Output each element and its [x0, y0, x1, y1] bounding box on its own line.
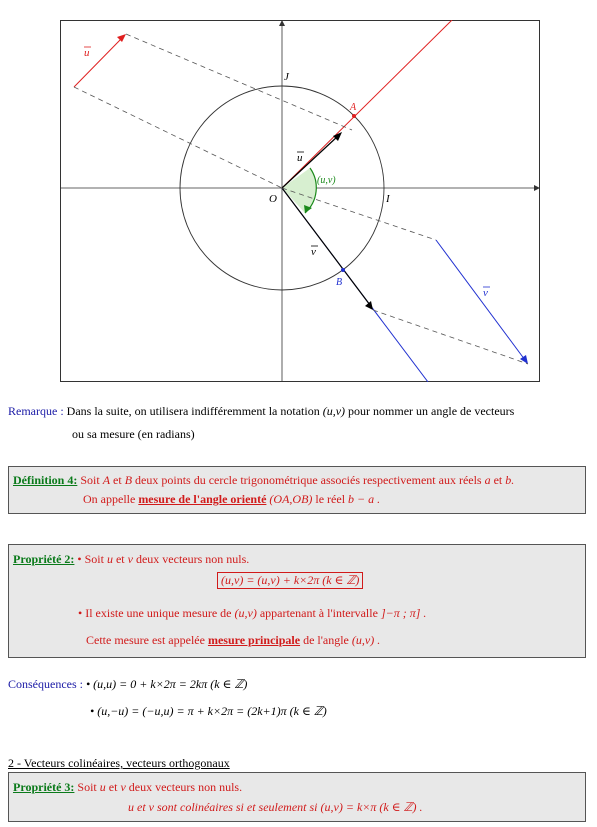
- def-et2: et: [493, 473, 503, 487]
- point-A: [352, 114, 356, 118]
- def-a: a: [484, 473, 491, 487]
- prop2-angle: (u,v) .: [351, 633, 381, 647]
- label-v-right: v: [483, 287, 488, 299]
- prop3-v: v: [120, 780, 126, 794]
- label-u-top: u: [84, 47, 90, 59]
- label-J: J: [284, 71, 289, 83]
- label-O: O: [269, 193, 277, 205]
- prop2-interval-text: appartenant à l'intervalle: [259, 606, 378, 620]
- def-b: b.: [505, 473, 515, 487]
- point-B: [341, 268, 345, 272]
- label-u-mid: u: [297, 152, 303, 164]
- remarque-notation: (u,v): [322, 404, 346, 418]
- prop2-term: mesure principale: [207, 633, 301, 647]
- prop3-colinear: u et v sont colinéaires si et seulement si: [128, 800, 318, 814]
- definition-line1: [13, 473, 514, 488]
- prop2-line4: [86, 633, 380, 648]
- prop2-u: u: [106, 552, 113, 566]
- remarque-text1-end: pour nommer un angle de vecteurs: [348, 404, 515, 418]
- consequences-label: Conséquences :: [8, 677, 83, 691]
- prop2-interval: ]−π ; π] .: [380, 606, 427, 620]
- prop2-angle-text: de l'angle: [303, 633, 349, 647]
- prop3-et: et: [108, 780, 118, 794]
- def-soit: Soit: [80, 473, 100, 487]
- definition-title: Définition 4:: [13, 473, 78, 487]
- prop3-eq: = k×π (k ∈ ℤ) .: [345, 800, 423, 814]
- prop3-line2: [128, 800, 423, 815]
- prop2-soit: • Soit: [77, 552, 104, 566]
- remarque-label: Remarque :: [8, 404, 64, 418]
- consequences-eq1: • (u,u) = 0 + k×2π = 2kπ (k ∈ ℤ): [85, 677, 248, 691]
- def-A: A: [102, 473, 111, 487]
- label-A: A: [350, 102, 357, 113]
- def-B: B: [124, 473, 133, 487]
- definition-line2: [83, 492, 380, 507]
- remarque-line1: [8, 404, 514, 419]
- label-v-mid: v: [311, 246, 316, 258]
- prop2-line1: [13, 552, 249, 567]
- consequences-eq2: • (u,−u) = (−u,u) = π + k×2π = (2k+1)π (k ∈ ℤ): [90, 704, 327, 718]
- def-text: deux points du cercle trigonométrique associés respectivement aux réels: [135, 473, 482, 487]
- prop2-uv: (u,v): [234, 606, 257, 620]
- prop2-v: v: [127, 552, 133, 566]
- def-oriented: (OA,OB): [269, 492, 313, 506]
- section-title: 2 - Vecteurs colinéaires, vecteurs orthogonaux: [8, 756, 230, 770]
- prop3-u: u: [99, 780, 106, 794]
- def-expr: b − a .: [348, 492, 381, 506]
- label-B: B: [336, 277, 343, 288]
- prop2-line3: [78, 606, 426, 621]
- def-reel: le réel: [315, 492, 346, 506]
- prop2-exists: • Il existe une unique mesure de: [78, 606, 232, 620]
- prop3-uv: (u,v): [320, 800, 343, 814]
- prop2-title: Propriété 2:: [13, 552, 75, 566]
- def-et: et: [113, 473, 122, 487]
- prop2-called: Cette mesure est appelée: [86, 633, 205, 647]
- prop3-line1: [13, 780, 242, 795]
- def-appelle: On appelle: [83, 492, 136, 506]
- label-I: I: [386, 193, 390, 205]
- consequences-line1: [8, 677, 247, 692]
- remarque-text1: Dans la suite, on utilisera indifféremment la notation: [66, 404, 320, 418]
- prop2-formula: (u,v) = (u,v) + k×2π (k ∈ ℤ): [217, 572, 363, 589]
- prop2-text: deux vecteurs non nuls.: [135, 552, 250, 566]
- prop3-text: deux vecteurs non nuls.: [128, 780, 243, 794]
- remarque-line2: ou sa mesure (en radians): [72, 427, 195, 441]
- def-term: mesure de l'angle orienté: [138, 492, 267, 506]
- trig-circle-figure: [60, 20, 540, 382]
- prop3-soit: Soit: [77, 780, 97, 794]
- prop2-et: et: [115, 552, 125, 566]
- prop3-title: Propriété 3:: [13, 780, 75, 794]
- label-angle: (u,v): [317, 175, 336, 186]
